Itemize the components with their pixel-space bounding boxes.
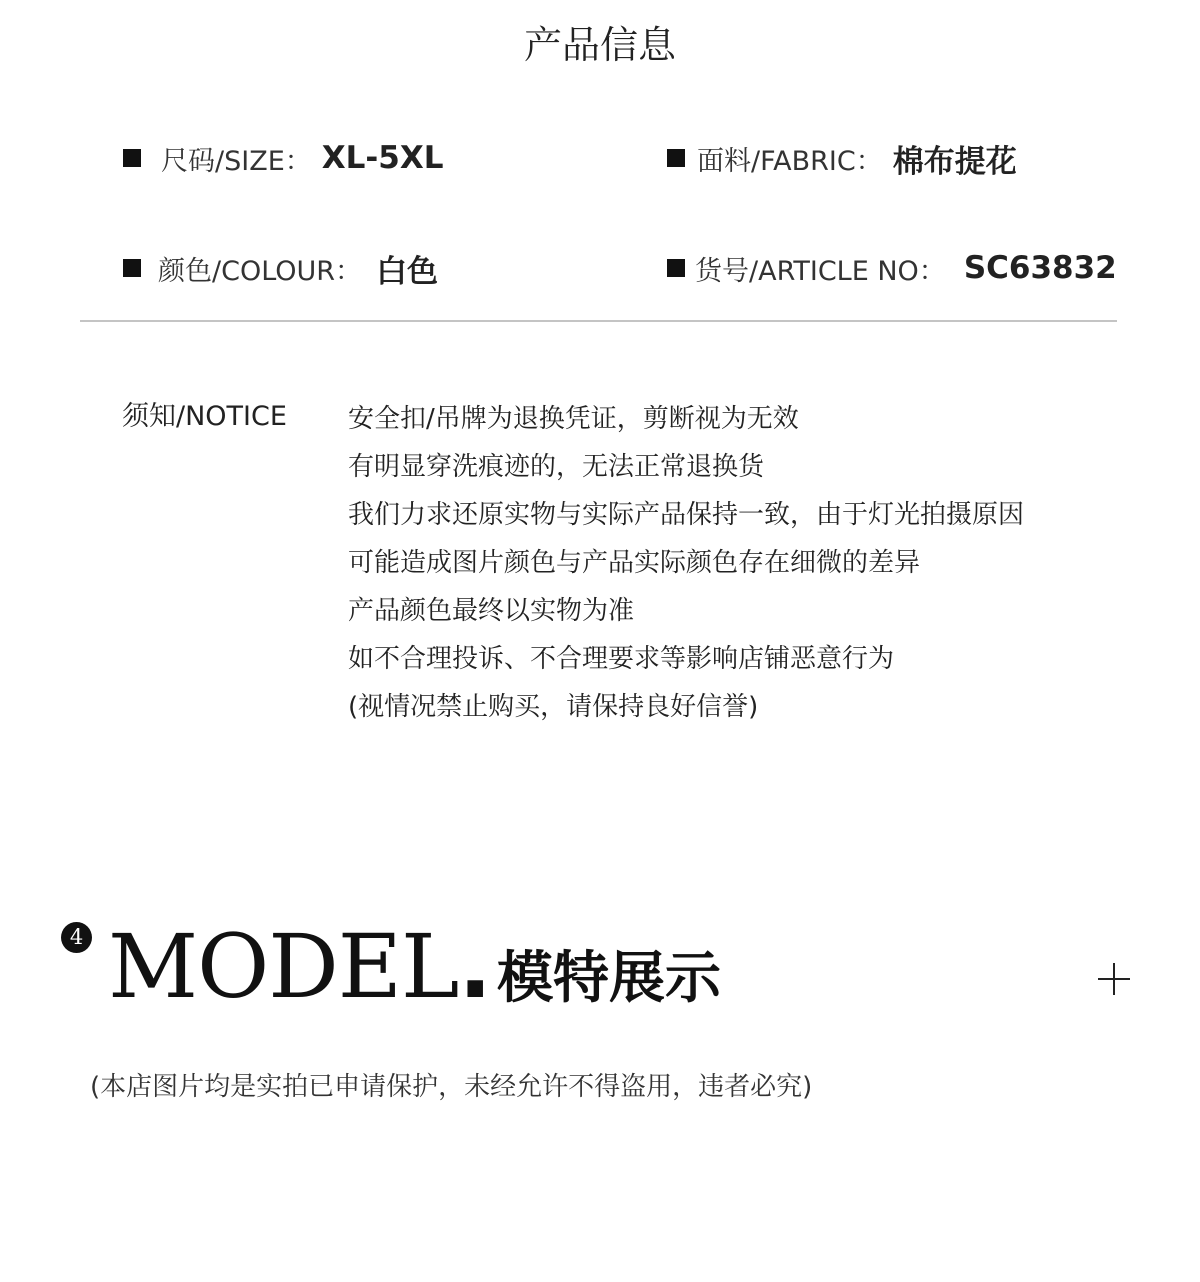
bullet-square-icon [123,259,141,277]
spec-fabric-value: 棉布提花 [892,143,1017,180]
bullet-square-icon [667,149,685,167]
notice-line: 安全扣/吊牌为退换凭证，剪断视为无效 [348,404,799,434]
notice-line: 我们力求还原实物与实际产品保持一致，由于灯光拍摄原因 [348,500,1025,530]
spec-colour-value: 白色 [376,253,439,290]
bullet-square-icon [667,259,685,277]
spec-size-value: XL-5XL [321,140,444,176]
section-divider [80,320,1117,322]
spec-article [667,243,1117,293]
notice-label: 须知/NOTICE [122,401,287,432]
spec-article-label: 货号/ARTICLE NO： [695,255,946,287]
notice-line: 产品颜色最终以实物为准 [348,596,635,626]
spec-size-label: 尺码/SIZE： [161,145,312,177]
plus-icon[interactable] [1098,963,1130,995]
notice-line: 可能造成图片颜色与产品实际颜色存在细微的差异 [348,548,921,578]
spec-fabric-label: 面料/FABRIC： [697,145,883,177]
bullet-square-icon [123,149,141,167]
spec-article-value: SC63832 [963,250,1117,286]
section-title-en-text: MODEL [108,915,459,1018]
step-number-badge: 4 [61,922,92,953]
notice-line: 如不合理投诉、不合理要求等影响店铺恶意行为 [348,644,895,674]
notice-line: 有明显穿洗痕迹的，无法正常退换货 [348,452,765,482]
notice-line: (视情况禁止购买，请保持良好信誉) [348,692,759,722]
section-title-en [108,912,491,1022]
spec-colour-label: 颜色/COLOUR： [158,255,363,287]
section-title-cn: 模特展示 [497,946,721,1011]
spec-colour [123,243,438,293]
section-title-dot: . [458,915,491,1018]
page-title: 产品信息 [523,23,676,67]
spec-size [123,133,444,183]
copyright-notice: (本店图片均是实拍已申请保护，未经允许不得盗用，违者必究) [90,1072,813,1102]
notice-list [348,395,1024,731]
spec-fabric [667,133,1017,183]
